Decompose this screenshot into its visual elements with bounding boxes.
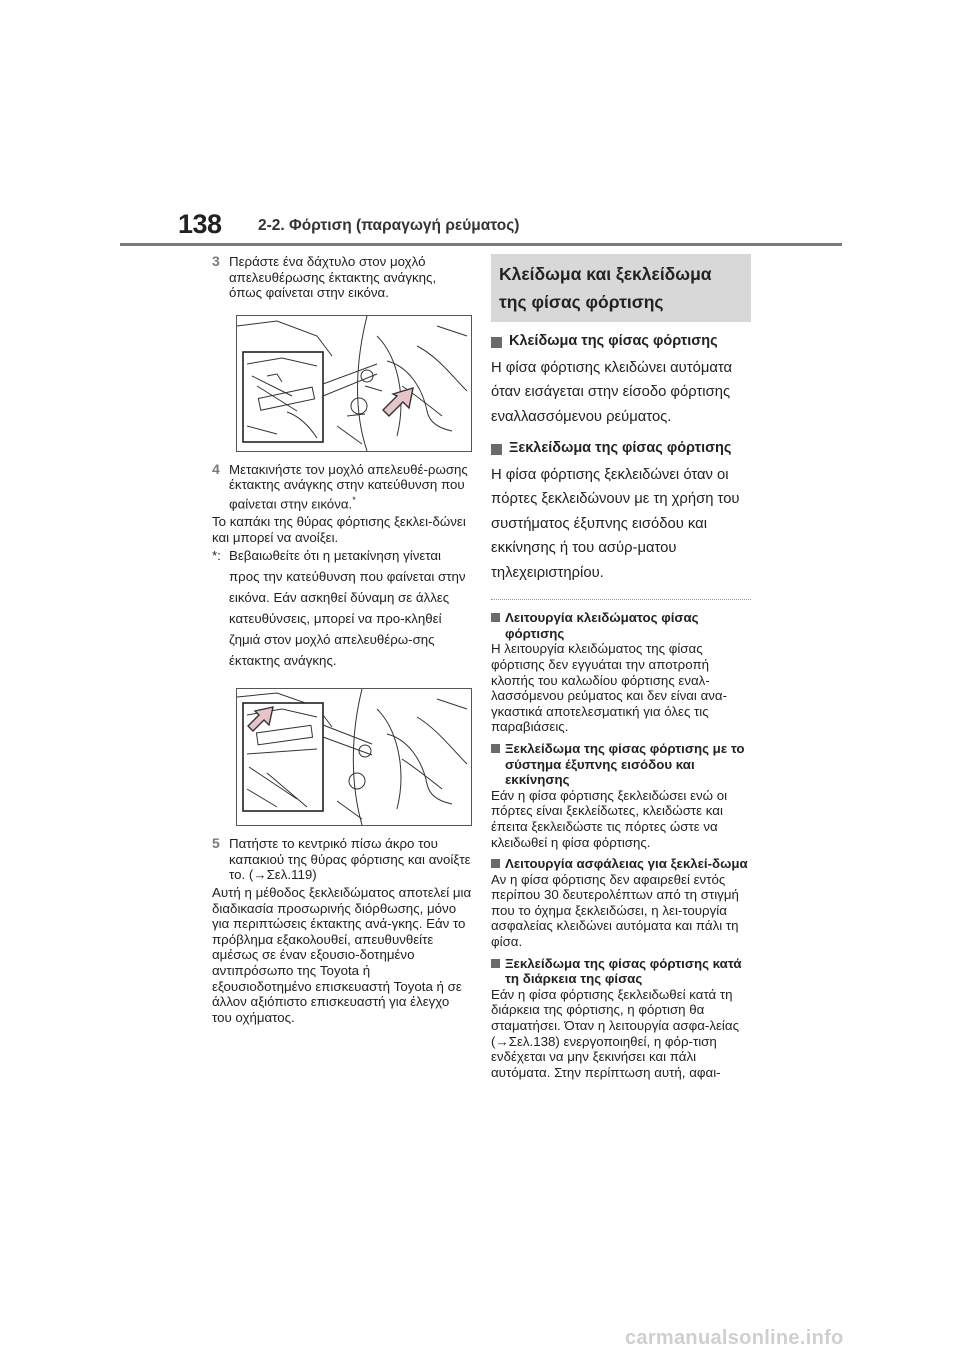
subheading-lock-function bbox=[491, 610, 751, 641]
footnote-mark: * bbox=[352, 494, 356, 505]
illustration-2 bbox=[236, 688, 472, 826]
subheading-safety bbox=[491, 856, 751, 872]
footnote-mark: *: bbox=[212, 548, 221, 564]
dotted-divider bbox=[491, 599, 751, 600]
step-3 bbox=[212, 254, 472, 301]
section-box-title: Κλείδωμα και ξεκλείδωμα της φίσας φόρτισης bbox=[499, 264, 712, 312]
heading-lock bbox=[491, 334, 751, 350]
body-lock-function: Η λειτουργία κλειδώματος της φίσας φόρτισης δεν εγγυάται την αποτροπή κλοπής του καλωδίου φόρτισης εναλ-λασσόμενου ρεύματος και δεν είναι ανα-γκαστικά αποτελεσματική για όλες τις παραβιάσεις. bbox=[491, 641, 728, 735]
step-text: Περάστε ένα δάχτυλο στον μοχλό απελευθέρωσης έκτακτης ανάγκης, όπως φαίνεται στην εικόνα. bbox=[229, 254, 437, 301]
page-header bbox=[0, 0, 960, 250]
step-4 bbox=[212, 462, 472, 512]
square-bullet-icon bbox=[491, 744, 500, 753]
subheading-text: Ξεκλείδωμα της φίσας φόρτισης κατά τη διάρκεια της φίσας bbox=[505, 955, 742, 987]
square-bullet-icon bbox=[491, 337, 502, 348]
body-smart-entry: Εάν η φίσα φόρτισης ξεκλειδώσει ενώ οι πόρτες είναι ξεκλείδωτες, κλειδώστε και έπειτα ξεκλειδώστε τις πόρτες ώστε να κλειδωθεί η φίσα φόρτισης. bbox=[491, 787, 728, 850]
step-5 bbox=[212, 836, 472, 883]
body-during-charge: Εάν η φίσα φόρτισης ξεκλειδωθεί κατά τη διάρκεια της φόρτισης, η φόρτιση θα σταματήσει. Όταν η λειτουργία ασφα-λείας (→Σελ.138) ενεργοποιηθεί, η φόρ-τιση ενδέχεται να μην ξεκινήσει και πάλι αυτόματα. Στην περίπτωση αυτή, αφαι- bbox=[491, 986, 739, 1080]
step-text: Πατήστε το κεντρικό πίσω άκρο του καπακιού της θύρας φόρτισης και ανοίξτε το. (→Σελ.119) bbox=[229, 836, 471, 883]
left-column bbox=[212, 254, 472, 1025]
subheading-text: Λειτουργία ασφάλειας για ξεκλεί-δωμα bbox=[505, 856, 748, 872]
illustration-1 bbox=[236, 315, 472, 452]
paragraph-temporary-fix: Αυτή η μέθοδος ξεκλειδώματος αποτελεί μια διαδικασία προσωρινής διόρθωσης, μόνο για περιπτώσεις έκτακτης ανά-γκης. Εάν το πρόβλημα εξακολουθεί, απευθυνθείτε αμέσως σε έναν εξουσιο-δοτημένο αντιπρόσωπο της Toyota ή εξουσιοδοτημένο επισκευαστή Toyota ή σε άλλον αξιόπιστο επισκευαστή για έλεγχο του οχήματος. bbox=[212, 884, 472, 1025]
footer-watermark: carmanualsonline.info bbox=[625, 1327, 844, 1349]
square-bullet-icon bbox=[491, 859, 500, 868]
footnote-text: Βεβαιωθείτε ότι η μετακίνηση γίνεται προς την κατεύθυνση που φαίνεται στην εικόνα. Εάν ασκηθεί δύναμη σε άλλες κατευθύνσεις, μπορεί να προ-κληθεί ζημιά στον μοχλό απελευθέρω-σης έκτακτης ανάγκης. bbox=[229, 548, 466, 669]
lever-illustration-2 bbox=[237, 689, 471, 825]
section-box bbox=[491, 254, 751, 322]
square-bullet-icon bbox=[491, 613, 500, 622]
subheading-during-charge bbox=[491, 956, 751, 987]
footnote bbox=[212, 545, 472, 671]
body-unlock: Η φίσα φόρτισης ξεκλειδώνει όταν οι πόρτες ξεκλειδώνουν με τη χρήση του συστήματος έξυπνης εισόδου και εκκίνησης ή του ασύρ-ματου τηλεχειριστηρίου. bbox=[491, 466, 740, 581]
heading-text: Ξεκλείδωμα της φίσας φόρτισης bbox=[509, 440, 732, 457]
square-bullet-icon bbox=[491, 959, 500, 968]
paragraph-cover-unlocks: Το καπάκι της θύρας φόρτισης ξεκλει-δώνει και μπορεί να ανοίξει. bbox=[212, 513, 466, 545]
step-text: Μετακινήστε τον μοχλό απελευθέ-ρωσης έκτακτης ανάγκης στην κατεύθυνση που φαίνεται στην εικόνα. bbox=[229, 461, 468, 512]
section-title: 2-2. Φόρτιση (παραγωγή ρεύματος) bbox=[258, 217, 520, 234]
square-bullet-icon bbox=[491, 444, 502, 455]
subheading-smart-entry bbox=[491, 741, 751, 788]
step-number: 5 bbox=[212, 835, 220, 852]
lever-illustration-1 bbox=[237, 316, 471, 451]
heading-text: Κλείδωμα της φίσας φόρτισης bbox=[509, 333, 718, 349]
header-rule bbox=[120, 243, 842, 246]
right-column bbox=[491, 254, 751, 1080]
heading-unlock bbox=[491, 441, 751, 457]
subheading-text: Ξεκλείδωμα της φίσας φόρτισης με το σύστημα έξυπνης εισόδου και εκκίνησης bbox=[505, 740, 745, 788]
subheading-text: Λειτουργία κλειδώματος φίσας φόρτισης bbox=[505, 610, 699, 641]
step-number: 4 bbox=[212, 460, 220, 477]
page-number: 138 bbox=[178, 209, 222, 239]
body-lock: Η φίσα φόρτισης κλειδώνει αυτόματα όταν εισάγεται στην είσοδο φόρτισης εναλλασσόμενου ρεύματος. bbox=[491, 359, 733, 425]
step-number: 3 bbox=[212, 253, 220, 269]
body-safety: Αν η φίσα φόρτισης δεν αφαιρεθεί εντός περίπου 30 δευτερολέπτων από τη στιγμή που το όχημα ξεκλειδώσει, η λει-τουργία ασφαλείας κλειδώνει αυτόματα και πάλι τη φίσα. bbox=[491, 871, 739, 950]
